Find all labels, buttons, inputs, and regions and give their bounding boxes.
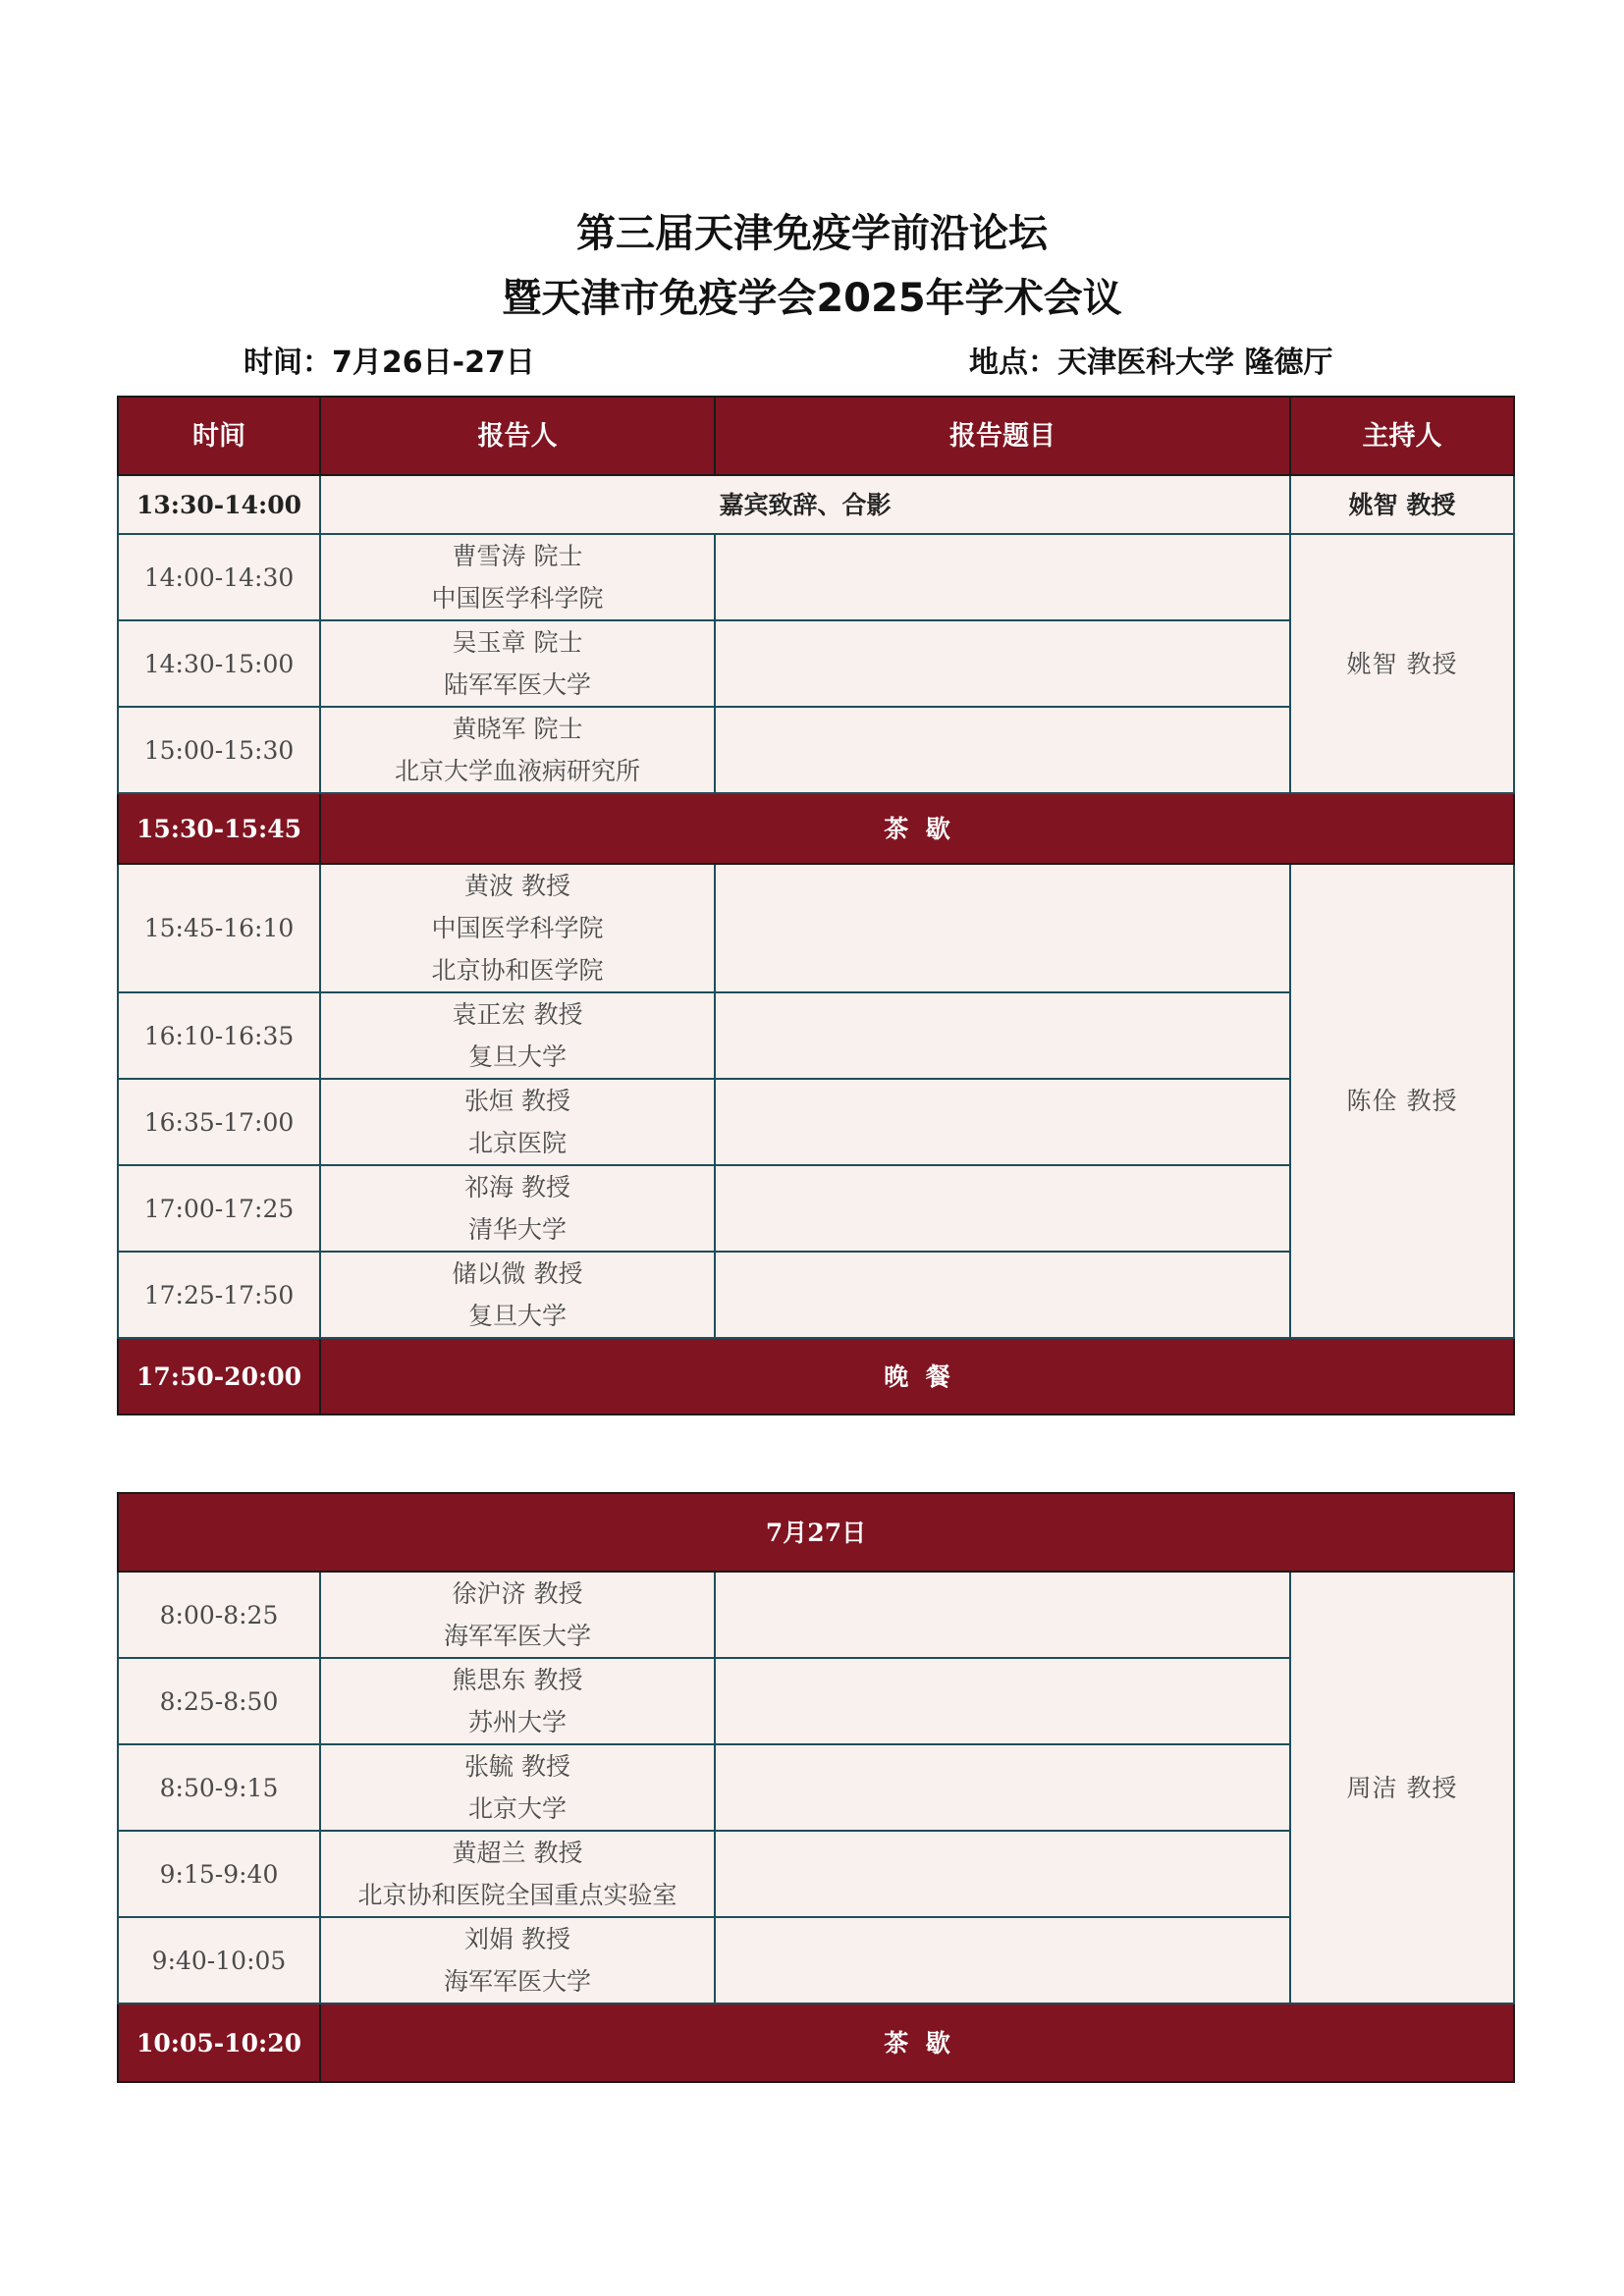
schedule-table-day1 bbox=[117, 396, 1515, 1415]
topic-cell bbox=[715, 620, 1290, 707]
speaker-name: 徐沪济 教授 bbox=[452, 1579, 583, 1608]
speaker-affiliation: 复旦大学 bbox=[467, 1042, 567, 1071]
topic-cell bbox=[715, 534, 1290, 620]
time-cell: 9:40-10:05 bbox=[118, 1917, 320, 2003]
time-cell: 16:10-16:35 bbox=[118, 992, 320, 1079]
speaker-affiliation: 北京协和医院全国重点实验室 bbox=[357, 1881, 677, 1909]
opening-event: 嘉宾致辞、合影 bbox=[320, 475, 1290, 534]
topic-cell bbox=[715, 864, 1290, 992]
speaker-name: 储以微 教授 bbox=[452, 1259, 583, 1288]
speaker-name: 熊思东 教授 bbox=[452, 1666, 583, 1694]
speaker-name: 吴玉章 院士 bbox=[452, 628, 583, 657]
break-label: 茶 歇 bbox=[320, 2003, 1514, 2082]
host-cell: 姚智 教授 bbox=[1290, 534, 1514, 793]
speaker-cell bbox=[320, 1079, 715, 1165]
speaker-cell bbox=[320, 1658, 715, 1744]
speaker-name: 刘娟 教授 bbox=[464, 1925, 570, 1953]
topic-cell bbox=[715, 1744, 1290, 1831]
speaker-affiliation: 北京医院 bbox=[467, 1129, 567, 1157]
time-cell: 17:00-17:25 bbox=[118, 1165, 320, 1252]
time-cell: 15:45-16:10 bbox=[118, 864, 320, 992]
dinner-label: 晚 餐 bbox=[320, 1338, 1514, 1415]
speaker-affiliation: 海军军医大学 bbox=[443, 1622, 591, 1650]
speaker-affiliation: 苏州大学 bbox=[467, 1708, 567, 1736]
speaker-name: 祁海 教授 bbox=[464, 1173, 570, 1201]
speaker-cell bbox=[320, 1572, 715, 1658]
topic-cell bbox=[715, 1165, 1290, 1252]
time-cell: 16:35-17:00 bbox=[118, 1079, 320, 1165]
host-cell: 姚智 教授 bbox=[1290, 475, 1514, 534]
conference-title-line2: 暨天津市免疫学会2025年学术会议 bbox=[502, 276, 1122, 321]
speaker-cell bbox=[320, 1165, 715, 1252]
opening-row bbox=[118, 475, 1514, 534]
speaker-affiliation: 海军军医大学 bbox=[443, 1967, 591, 1996]
speaker-cell bbox=[320, 620, 715, 707]
header-speaker: 报告人 bbox=[320, 397, 715, 475]
time-cell: 15:00-15:30 bbox=[118, 707, 320, 793]
day-header-row bbox=[118, 1493, 1514, 1572]
schedule-table-day2 bbox=[117, 1492, 1515, 2083]
topic-cell bbox=[715, 1917, 1290, 2003]
time-cell: 8:25-8:50 bbox=[118, 1658, 320, 1744]
speaker-cell bbox=[320, 992, 715, 1079]
speaker-cell bbox=[320, 1744, 715, 1831]
header-time: 时间 bbox=[118, 397, 320, 475]
speaker-name: 张毓 教授 bbox=[464, 1752, 570, 1781]
time-cell: 13:30-14:00 bbox=[118, 475, 320, 534]
topic-cell bbox=[715, 992, 1290, 1079]
conference-time: 时间：7月26日-27日 bbox=[244, 346, 535, 380]
speaker-affiliation: 中国医学科学院 bbox=[431, 584, 604, 613]
table-header-row bbox=[118, 397, 1514, 475]
header-topic: 报告题目 bbox=[715, 397, 1290, 475]
speaker-affiliation: 中国医学科学院 bbox=[431, 914, 604, 942]
table-row bbox=[118, 864, 1514, 992]
topic-cell bbox=[715, 707, 1290, 793]
break-label: 茶 歇 bbox=[320, 793, 1514, 864]
topic-cell bbox=[715, 1252, 1290, 1338]
speaker-cell bbox=[320, 534, 715, 620]
day2-date: 7月27日 bbox=[118, 1493, 1514, 1572]
speaker-cell bbox=[320, 1831, 715, 1917]
conference-title-line1: 第三届天津免疫学前沿论坛 bbox=[576, 211, 1048, 256]
speaker-name: 黄波 教授 bbox=[464, 872, 570, 900]
time-cell: 15:30-15:45 bbox=[118, 793, 320, 864]
speaker-affiliation: 复旦大学 bbox=[467, 1302, 567, 1330]
header-host: 主持人 bbox=[1290, 397, 1514, 475]
speaker-affiliation: 陆军军医大学 bbox=[443, 670, 591, 699]
host-cell: 陈佺 教授 bbox=[1290, 864, 1514, 1338]
break-row bbox=[118, 2003, 1514, 2082]
topic-cell bbox=[715, 1572, 1290, 1658]
speaker-name: 黄超兰 教授 bbox=[452, 1839, 583, 1867]
time-cell: 17:25-17:50 bbox=[118, 1252, 320, 1338]
time-cell: 8:50-9:15 bbox=[118, 1744, 320, 1831]
break-row bbox=[118, 793, 1514, 864]
speaker-name: 袁正宏 教授 bbox=[452, 1000, 583, 1029]
conference-place: 地点：天津医科大学 隆德厅 bbox=[969, 346, 1333, 380]
topic-cell bbox=[715, 1079, 1290, 1165]
topic-cell bbox=[715, 1658, 1290, 1744]
speaker-affiliation: 清华大学 bbox=[467, 1215, 567, 1244]
time-cell: 17:50-20:00 bbox=[118, 1338, 320, 1415]
speaker-affiliation: 北京大学 bbox=[467, 1794, 567, 1823]
speaker-name: 黄晓军 院士 bbox=[452, 715, 583, 743]
time-cell: 10:05-10:20 bbox=[118, 2003, 320, 2082]
host-cell: 周洁 教授 bbox=[1290, 1572, 1514, 2003]
speaker-cell bbox=[320, 1252, 715, 1338]
time-cell: 9:15-9:40 bbox=[118, 1831, 320, 1917]
topic-cell bbox=[715, 1831, 1290, 1917]
time-cell: 14:30-15:00 bbox=[118, 620, 320, 707]
speaker-name: 张烜 教授 bbox=[464, 1087, 570, 1115]
speaker-affiliation: 北京协和医学院 bbox=[431, 956, 604, 985]
speaker-cell bbox=[320, 1917, 715, 2003]
table-row bbox=[118, 534, 1514, 620]
speaker-cell bbox=[320, 707, 715, 793]
speaker-cell bbox=[320, 864, 715, 992]
dinner-row bbox=[118, 1338, 1514, 1415]
time-cell: 14:00-14:30 bbox=[118, 534, 320, 620]
time-cell: 8:00-8:25 bbox=[118, 1572, 320, 1658]
speaker-affiliation: 北京大学血液病研究所 bbox=[394, 757, 640, 785]
table-row bbox=[118, 1572, 1514, 1658]
speaker-name: 曹雪涛 院士 bbox=[452, 542, 583, 570]
